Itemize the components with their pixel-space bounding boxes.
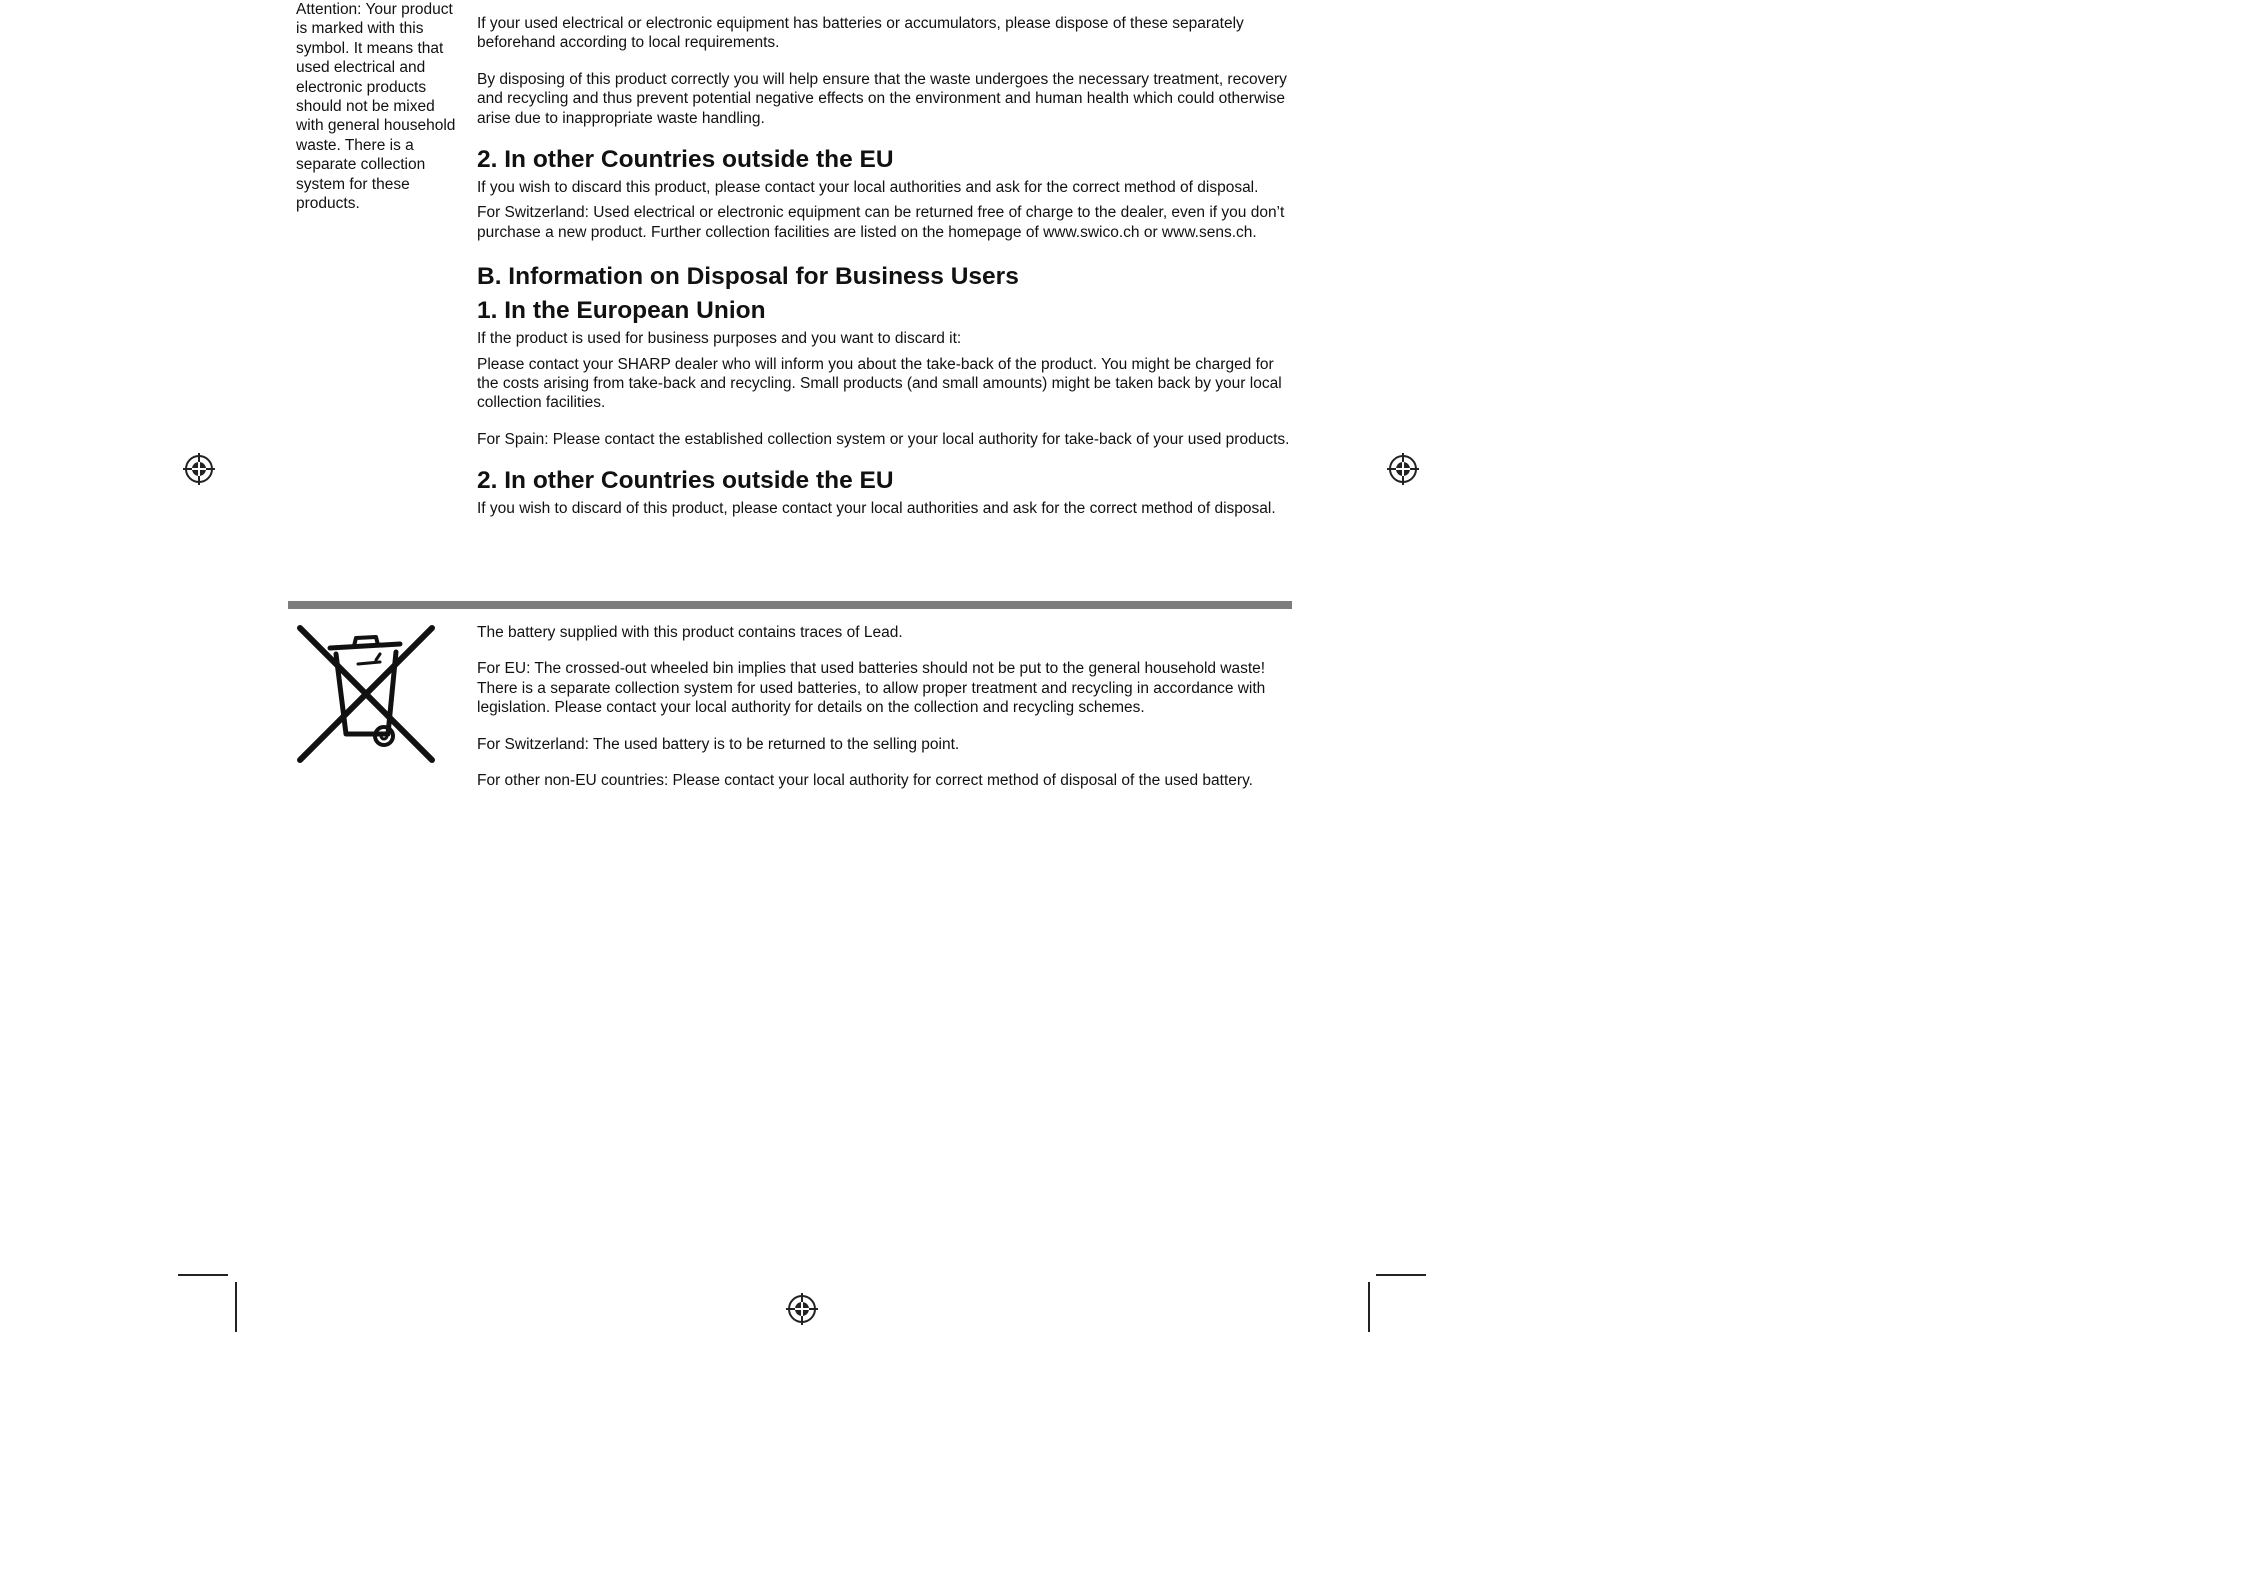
- registration-mark-icon: [785, 1292, 819, 1326]
- crossed-out-wheeled-bin-icon: [296, 624, 436, 764]
- spain-paragraph: For Spain: Please contact the established collection system or your local authority for take-back of your used products.: [477, 430, 1290, 448]
- crop-mark: [1376, 1274, 1426, 1276]
- main-content: [477, 14, 1292, 519]
- discard-paragraph-1: If you wish to discard this product, please contact your local authorities and ask for the correct method of disposal.: [477, 179, 1259, 197]
- business-paragraph: If the product is used for business purposes and you want to discard it:: [477, 330, 962, 348]
- registration-mark-icon: [1386, 452, 1420, 486]
- battery-info: [477, 623, 1292, 790]
- battery-switzerland-paragraph: For Switzerland: The used battery is to be returned to the selling point.: [477, 735, 960, 753]
- registration-mark-icon: [182, 452, 216, 486]
- crop-mark: [178, 1274, 228, 1276]
- battery-lead-paragraph: The battery supplied with this product contains traces of Lead.: [477, 624, 903, 641]
- section-b-heading: B. Information on Disposal for Business Users: [477, 263, 1019, 291]
- batteries-paragraph: If your used electrical or electronic equipment has batteries or accumulators, please dispose of these separately beforehand according to local requirements.: [477, 15, 1244, 52]
- switzerland-paragraph: For Switzerland: Used electrical or electronic equipment can be returned free of charge to the dealer, even if you don’t purchase a new product. Further collection facilities are listed on the homepage of www.swico.ch or www.sens.ch.: [477, 204, 1285, 241]
- sharp-dealer-paragraph: Please contact your SHARP dealer who will inform you about the take-back of the product. You might be charged for the costs arising from take-back and recycling. Small products (and small amounts) might be taken back by your local collection facilities.: [477, 355, 1282, 412]
- side-note: Attention: Your product is marked with this symbol. It means that used electrical and electronic products should not be mixed with general household waste. There is a separate collection system for these products.: [296, 1, 456, 213]
- battery-eu-paragraph: For EU: The crossed-out wheeled bin implies that used batteries should not be put to the general household waste! There is a separate collection system for used batteries, to allow proper treatment and recycling in accordance with legislation. Please contact your local authority for details on the collection and recycling schemes.: [477, 660, 1266, 717]
- battery-non-eu-paragraph: For other non-EU countries: Please contact your local authority for correct method of disposal of the used battery.: [477, 772, 1253, 790]
- correct-disposal-paragraph: By disposing of this product correctly you will help ensure that the waste undergoes the necessary treatment, recovery and recycling and thus prevent potential negative effects on the environment and human health which could otherwise arise due to inappropriate waste handling.: [477, 70, 1287, 127]
- other-countries-heading-2: 2. In other Countries outside the EU: [477, 467, 894, 495]
- discard-paragraph-2: If you wish to discard of this product, please contact your local authorities and ask for the correct method of disposal.: [477, 500, 1276, 518]
- other-countries-heading-1: 2. In other Countries outside the EU: [477, 146, 894, 174]
- crop-mark: [235, 1282, 237, 1332]
- section-divider: [288, 601, 1292, 609]
- eu-heading: 1. In the European Union: [477, 297, 766, 325]
- crop-mark: [1368, 1282, 1370, 1332]
